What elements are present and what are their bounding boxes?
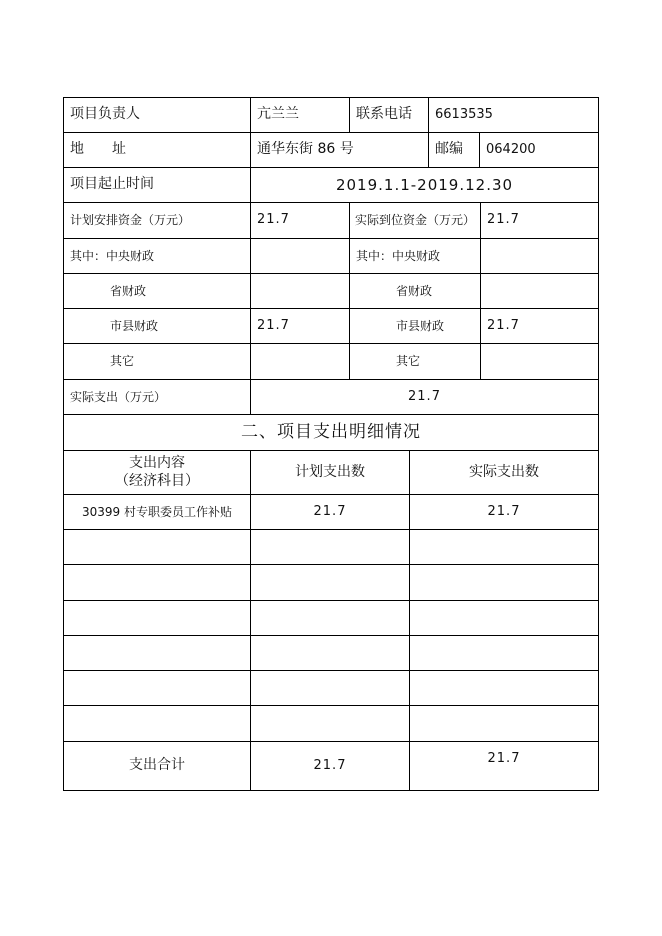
leader-label: 项目负责人 (70, 106, 140, 123)
header-planned-spending: 计划支出数 (295, 463, 365, 480)
detail-row-content (64, 565, 250, 600)
detail-row-content (64, 671, 250, 705)
detail-row-actual (410, 530, 598, 564)
leader-value: 亢兰兰 (257, 106, 299, 123)
header-expense-content-line1: 支出内容 (129, 455, 185, 471)
period-label: 项目起止时间 (70, 176, 154, 193)
provincial-finance-label-actual: 省财政 (396, 283, 433, 298)
detail-row-planned (251, 530, 409, 564)
provincial-finance-planned (251, 274, 349, 308)
table-border-bottom (63, 790, 599, 791)
detail-row-actual: 21.7 (487, 503, 521, 519)
header-expense-content (64, 451, 250, 494)
header-actual-spending: 实际支出数 (469, 463, 539, 480)
city-county-finance-label: 市县财政 (110, 318, 159, 333)
city-county-finance-label-actual: 市县财政 (396, 318, 445, 333)
detail-row-actual (410, 706, 598, 741)
phone-value: 6613535 (435, 106, 493, 122)
detail-row-content (64, 530, 250, 564)
other-finance-label-actual: 其它 (396, 354, 421, 368)
other-finance-actual (481, 344, 598, 379)
detail-row-planned (251, 636, 409, 670)
zip-label: 邮编 (435, 141, 463, 158)
detail-row-actual (410, 636, 598, 670)
detail-row-content (64, 601, 250, 635)
provincial-finance-actual (481, 274, 598, 308)
detail-row-planned: 21.7 (313, 503, 347, 519)
detail-row-planned (251, 671, 409, 705)
actual-spent-label: 实际支出（万元） (70, 389, 167, 404)
other-finance-label: 其它 (110, 354, 135, 368)
table-border-right (598, 97, 599, 791)
central-finance-actual (481, 239, 598, 273)
zip-value: 064200 (486, 141, 536, 157)
actual-funds-value: 21.7 (487, 212, 520, 228)
address-label: 地 址 (70, 141, 126, 158)
total-label: 支出合计 (129, 757, 185, 774)
actual-spent-value: 21.7 (408, 388, 441, 404)
detail-row-planned (251, 601, 409, 635)
detail-row-planned (251, 565, 409, 600)
detail-row-actual (410, 601, 598, 635)
provincial-finance-label: 省财政 (110, 283, 147, 298)
detail-row-planned (251, 706, 409, 741)
total-planned: 21.7 (313, 757, 347, 773)
city-county-finance-actual: 21.7 (487, 317, 520, 333)
central-finance-label: 其中：中央财政 (70, 248, 155, 263)
city-county-finance-planned: 21.7 (257, 317, 290, 333)
phone-label: 联系电话 (356, 106, 412, 123)
central-finance-planned (251, 239, 349, 273)
detail-row-content (64, 706, 250, 741)
detail-row-actual (410, 565, 598, 600)
detail-row-actual (410, 671, 598, 705)
detail-row-content (64, 636, 250, 670)
address-value: 通华东街 86 号 (257, 141, 354, 158)
planned-funds-label: 计划安排资金（万元） (70, 213, 191, 227)
planned-funds-value: 21.7 (257, 212, 290, 228)
detail-row-content: 30399 村专职委员工作补贴 (82, 504, 232, 519)
header-expense-content-line2: （经济科目） (115, 472, 199, 489)
section-title: 二、项目支出明细情况 (241, 421, 421, 442)
central-finance-label-actual: 其中：中央财政 (356, 248, 441, 263)
other-finance-planned (251, 344, 349, 379)
total-actual: 21.7 (487, 750, 521, 766)
actual-funds-label: 实际到位资金（万元） (355, 213, 476, 227)
period-value: 2019.1.1-2019.12.30 (335, 175, 514, 194)
